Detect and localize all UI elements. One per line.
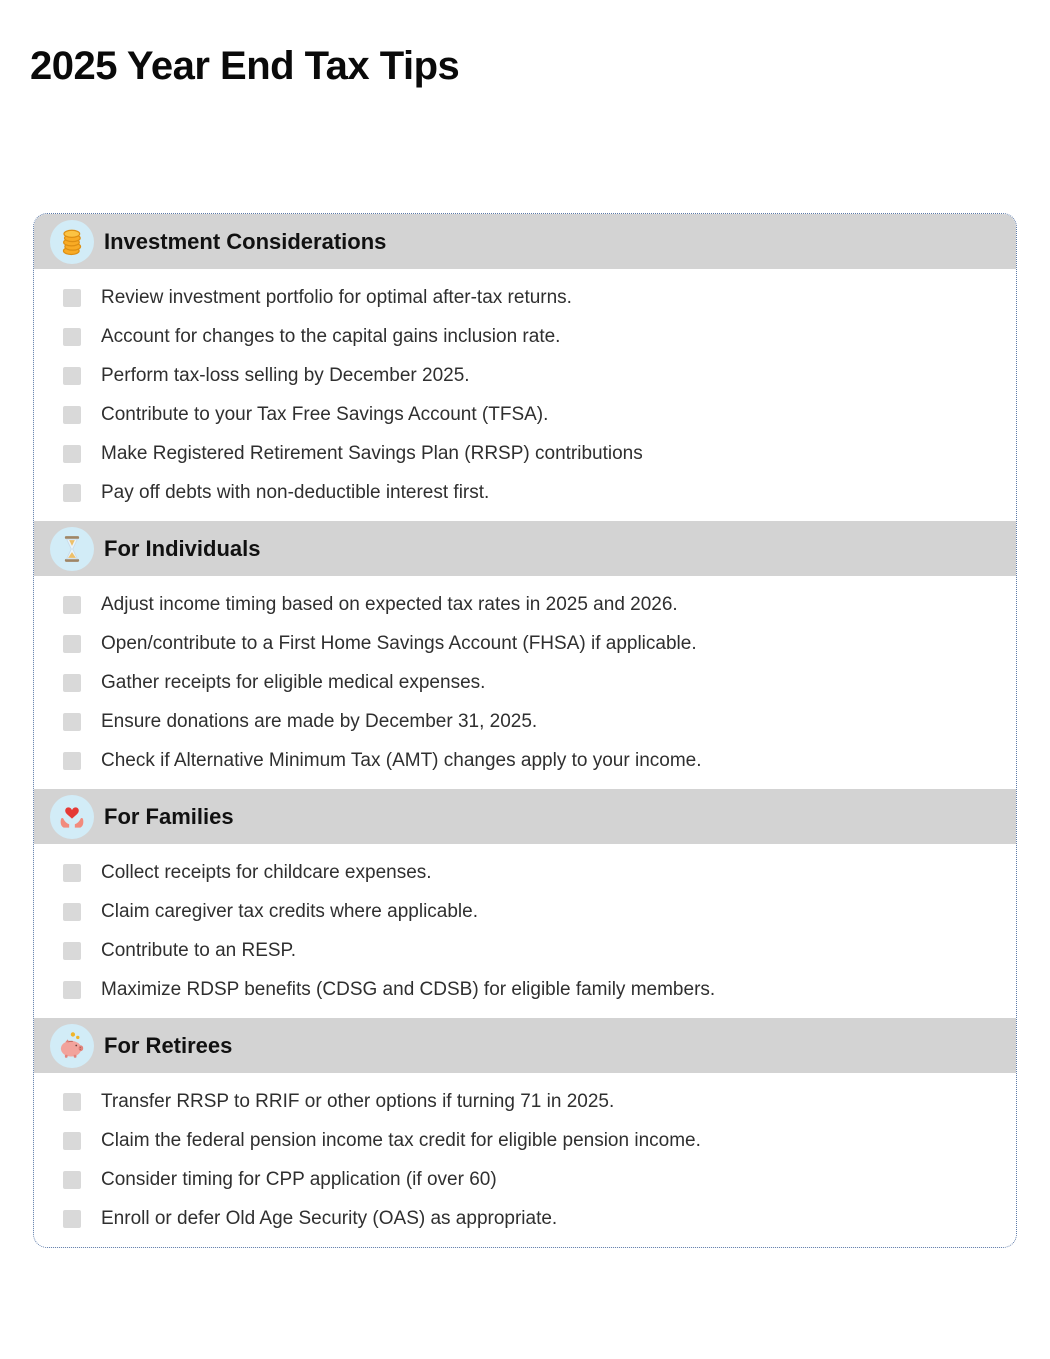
checkbox[interactable] (63, 1171, 81, 1189)
section-header-individuals (34, 521, 1016, 576)
section-title: For Individuals (104, 535, 261, 561)
checkbox[interactable] (63, 752, 81, 770)
checkbox[interactable] (63, 406, 81, 424)
section-header-investments (34, 214, 1016, 269)
hourglass-icon (56, 533, 88, 565)
item-label: Claim the federal pension income tax credit for eligible pension income. (101, 1129, 701, 1151)
checklist-item (34, 1121, 1016, 1160)
section-icon-badge (50, 795, 94, 839)
section-icon-badge (50, 220, 94, 264)
checkbox[interactable] (63, 1210, 81, 1228)
page-title: 2025 Year End Tax Tips (30, 44, 460, 88)
item-label: Enroll or defer Old Age Security (OAS) as appropriate. (101, 1207, 558, 1229)
checkbox[interactable] (63, 674, 81, 692)
checkbox[interactable] (63, 596, 81, 614)
section-items-retirees (34, 1073, 1016, 1247)
item-label: Review investment portfolio for optimal after-tax returns. (101, 286, 572, 308)
item-label: Consider timing for CPP application (if over 60) (101, 1168, 497, 1190)
piggy-bank-icon (56, 1030, 88, 1062)
checklist-item (34, 278, 1016, 317)
heart-hands-icon (56, 801, 88, 833)
item-label: Ensure donations are made by December 31, 2025. (101, 710, 538, 732)
coins-icon (56, 226, 88, 258)
checkbox[interactable] (63, 328, 81, 346)
checklist-item (34, 434, 1016, 473)
checklist-item (34, 1199, 1016, 1238)
section-title: For Retirees (104, 1032, 233, 1058)
section-items-individuals (34, 576, 1016, 789)
section-header-families (34, 789, 1016, 844)
checkbox[interactable] (63, 484, 81, 502)
checkbox[interactable] (63, 713, 81, 731)
item-label: Open/contribute to a First Home Savings Account (FHSA) if applicable. (101, 632, 697, 654)
checkbox[interactable] (63, 903, 81, 921)
checklist-container (33, 213, 1017, 1248)
item-label: Collect receipts for childcare expenses. (101, 861, 432, 883)
checklist-item (34, 970, 1016, 1009)
section-title: Investment Considerations (104, 228, 387, 254)
section-header-retirees (34, 1018, 1016, 1073)
checkbox[interactable] (63, 367, 81, 385)
checkbox[interactable] (63, 1093, 81, 1111)
checklist-item (34, 585, 1016, 624)
item-label: Transfer RRSP to RRIF or other options if turning 71 in 2025. (101, 1090, 615, 1112)
item-label: Perform tax-loss selling by December 2025. (101, 364, 470, 386)
section-items-families (34, 844, 1016, 1018)
item-label: Contribute to your Tax Free Savings Account (TFSA). (101, 403, 549, 425)
checklist-item (34, 1160, 1016, 1199)
item-label: Make Registered Retirement Savings Plan (RRSP) contributions (101, 442, 643, 464)
checkbox[interactable] (63, 1132, 81, 1150)
checkbox[interactable] (63, 635, 81, 653)
item-label: Adjust income timing based on expected tax rates in 2025 and 2026. (101, 593, 678, 615)
section-title: For Families (104, 803, 234, 829)
checklist-item (34, 931, 1016, 970)
checklist-item (34, 1082, 1016, 1121)
checkbox[interactable] (63, 942, 81, 960)
section-icon-badge (50, 527, 94, 571)
item-label: Maximize RDSP benefits (CDSG and CDSB) for eligible family members. (101, 978, 716, 1000)
checklist-item (34, 663, 1016, 702)
checkbox[interactable] (63, 445, 81, 463)
checklist-item (34, 356, 1016, 395)
item-label: Pay off debts with non-deductible interest first. (101, 481, 490, 503)
checkbox[interactable] (63, 289, 81, 307)
section-icon-badge (50, 1024, 94, 1068)
item-label: Gather receipts for eligible medical expenses. (101, 671, 486, 693)
checkbox[interactable] (63, 981, 81, 999)
item-label: Contribute to an RESP. (101, 939, 297, 961)
checkbox[interactable] (63, 864, 81, 882)
item-label: Claim caregiver tax credits where applicable. (101, 900, 478, 922)
checklist-item (34, 853, 1016, 892)
checklist-item (34, 702, 1016, 741)
checklist-item (34, 473, 1016, 512)
checklist-item (34, 624, 1016, 663)
item-label: Account for changes to the capital gains inclusion rate. (101, 325, 561, 347)
checklist-item (34, 892, 1016, 931)
section-items-investments (34, 269, 1016, 521)
checklist-item (34, 741, 1016, 780)
checklist-item (34, 317, 1016, 356)
checklist-item (34, 395, 1016, 434)
item-label: Check if Alternative Minimum Tax (AMT) changes apply to your income. (101, 749, 702, 771)
